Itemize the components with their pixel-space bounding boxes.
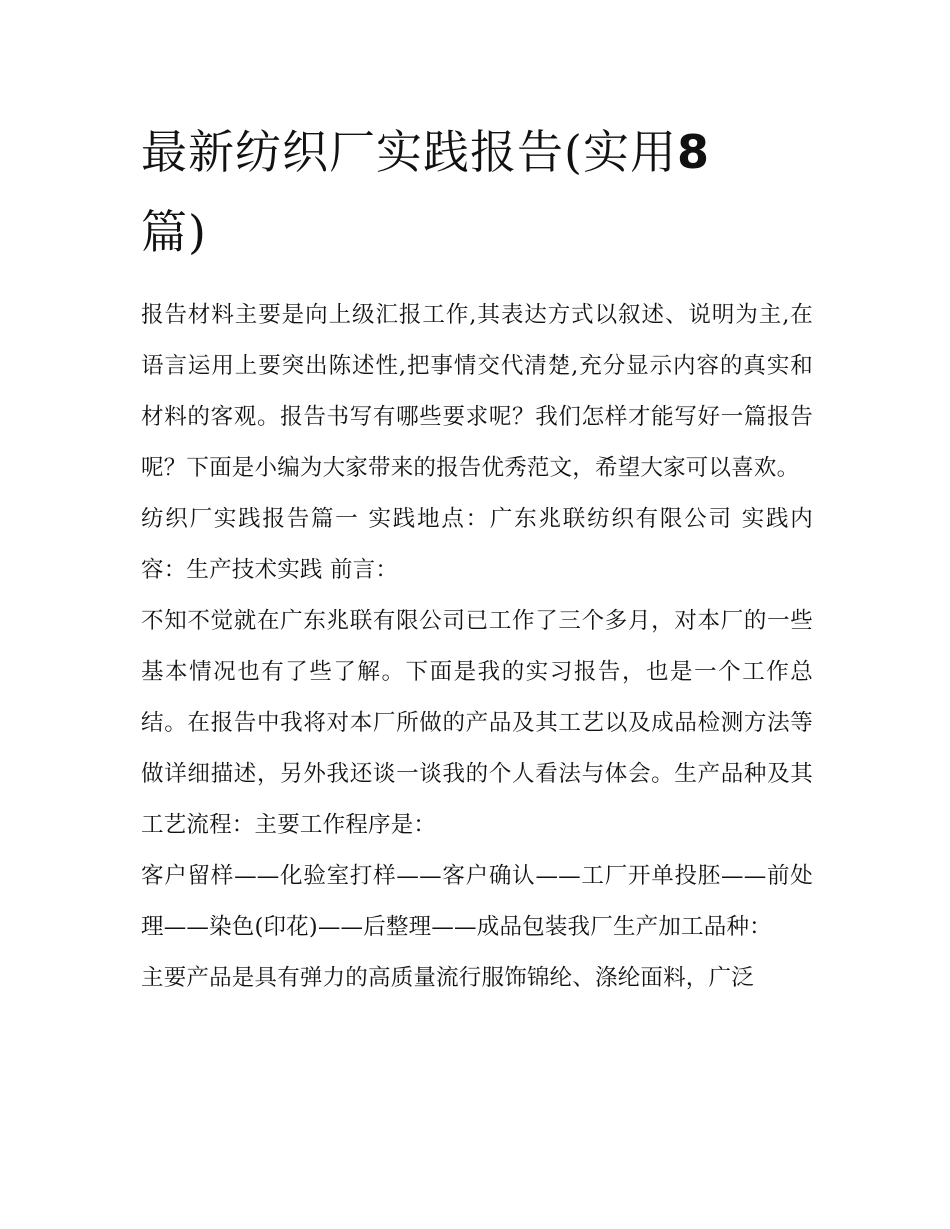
title-suffix: 篇) — [141, 205, 207, 259]
preface-paragraph: 不知不觉就在广东兆联有限公司已工作了三个多月，对本厂的一些基本情况也有了些了解。下面是我的实习报告，也是一个工作总结。在报告中我将对本厂所做的产品及其工艺以及成品检测方法等做详细描述，另外我还谈一谈我的个人看法与体会。生产品种及其工艺流程：主要工作程序是： — [141, 608, 813, 838]
title-text: 最新纺织厂实践报告(实用 — [141, 125, 677, 179]
document-page — [141, 112, 813, 1004]
title-number: 8 — [676, 125, 710, 179]
process-flow-paragraph: 客户留样——化验室打样——客户确认——工厂开单投胚——前处理——染色(印花)——后整理——成品包装我厂生产加工品种： — [141, 863, 813, 940]
intro-paragraph: 报告材料主要是向上级汇报工作,其表达方式以叙述、说明为主,在语言运用上要突出陈述性,把事情交代清楚,充分显示内容的真实和材料的客观。报告书写有哪些要求呢？我们怎样才能写好一篇报告呢？下面是小编为大家带来的报告优秀范文，希望大家可以喜欢。 — [141, 302, 813, 481]
products-paragraph: 主要产品是具有弹力的高质量流行服饰锦纶、涤纶面料，广泛 — [141, 965, 754, 991]
document-title — [141, 112, 813, 272]
section-header-paragraph: 纺织厂实践报告篇一 实践地点：广东兆联纺织有限公司 实践内容：生产技术实践 前言： — [141, 506, 813, 583]
